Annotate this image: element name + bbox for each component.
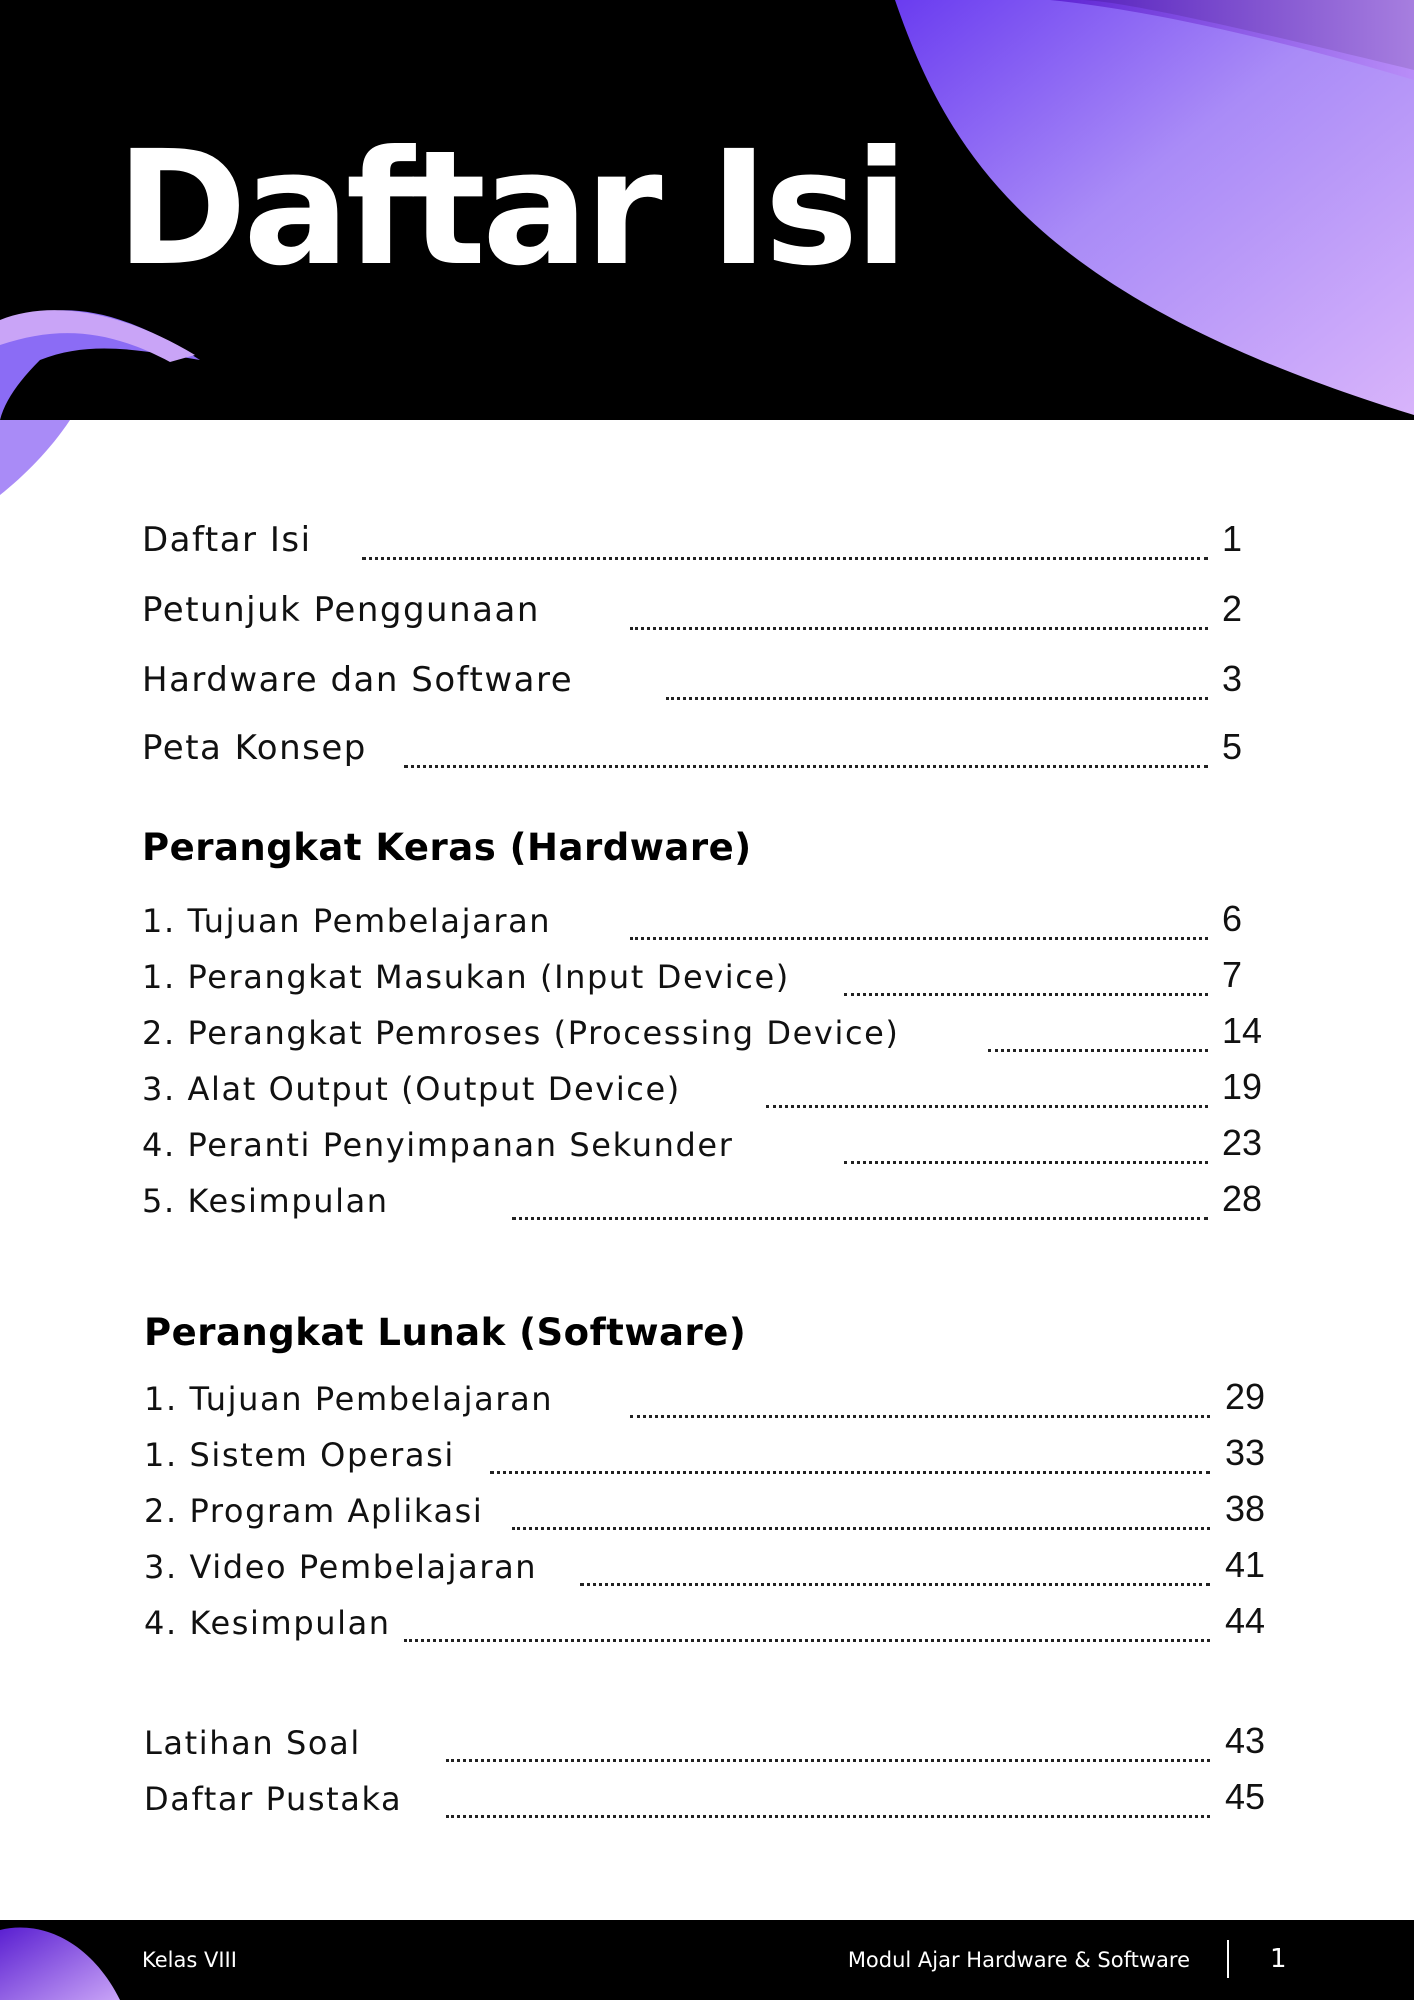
- toc-entry-label: 5. Kesimpulan: [142, 1182, 389, 1220]
- footer-module-title: Modul Ajar Hardware & Software: [847, 1948, 1190, 1972]
- toc-entry[interactable]: [0, 898, 1414, 950]
- dot-leader: [446, 1759, 1210, 1762]
- toc-entry-page: 19: [1222, 1066, 1263, 1107]
- footer-page-number: 1: [1270, 1944, 1287, 1974]
- toc-entry-label: Peta Konsep: [142, 728, 367, 768]
- toc-entry[interactable]: [0, 954, 1414, 1006]
- toc-entry[interactable]: [0, 1010, 1414, 1062]
- toc-entry-label: 2. Program Aplikasi: [144, 1492, 484, 1530]
- toc-entry-label: 3. Video Pembelajaran: [144, 1548, 538, 1586]
- toc-entry[interactable]: [0, 658, 1414, 710]
- dot-leader: [512, 1217, 1208, 1220]
- toc-entry-page: 28: [1222, 1178, 1263, 1219]
- toc-entry-page: 23: [1222, 1122, 1263, 1163]
- toc-entry-page: 43: [1225, 1720, 1266, 1761]
- toc-entry-page: 45: [1225, 1776, 1266, 1817]
- toc-entry-page: 41: [1225, 1544, 1266, 1585]
- dot-leader: [630, 937, 1208, 940]
- toc-entry[interactable]: [0, 1376, 1414, 1428]
- dot-leader: [580, 1583, 1210, 1586]
- dot-leader: [512, 1527, 1210, 1530]
- toc-entry-label: Latihan Soal: [144, 1724, 361, 1762]
- toc-entry[interactable]: [0, 1122, 1414, 1174]
- toc-entry-label: Petunjuk Penggunaan: [142, 590, 540, 630]
- page-title: Daftar Isi: [116, 117, 905, 301]
- dot-leader: [630, 627, 1208, 630]
- toc-entry[interactable]: [0, 1432, 1414, 1484]
- toc-entry-page: 6: [1222, 898, 1243, 939]
- toc-entry[interactable]: [0, 1600, 1414, 1652]
- dot-leader: [404, 765, 1208, 768]
- toc-entry-page: 5: [1222, 726, 1243, 767]
- dot-leader: [844, 993, 1208, 996]
- footer-class-label: Kelas VIII: [142, 1948, 237, 1972]
- toc-entry[interactable]: [0, 1776, 1414, 1828]
- toc-entry-label: 1. Tujuan Pembelajaran: [144, 1380, 554, 1418]
- dot-leader: [666, 697, 1208, 700]
- toc-entry[interactable]: [0, 1544, 1414, 1596]
- toc-entry[interactable]: [0, 1720, 1414, 1772]
- toc-entry[interactable]: [0, 726, 1414, 778]
- purple-swoosh-decoration: [0, 1920, 130, 2000]
- toc-entry[interactable]: [0, 1066, 1414, 1118]
- toc-entry-label: Hardware dan Software: [142, 660, 574, 700]
- toc-entry-label: 1. Perangkat Masukan (Input Device): [142, 958, 790, 996]
- dot-leader: [630, 1415, 1210, 1418]
- toc-entry-label: Daftar Pustaka: [144, 1780, 403, 1818]
- dot-leader: [490, 1471, 1210, 1474]
- toc-entry-label: 4. Kesimpulan: [144, 1604, 391, 1642]
- toc-entry-page: 7: [1222, 954, 1243, 995]
- toc-entry-page: 44: [1225, 1600, 1266, 1641]
- dot-leader: [362, 557, 1208, 560]
- toc-entry-label: 2. Perangkat Pemroses (Processing Device): [142, 1014, 900, 1052]
- toc-entry-label: Daftar Isi: [142, 520, 312, 560]
- toc-entry-page: 29: [1225, 1376, 1266, 1417]
- toc-entry[interactable]: [0, 1488, 1414, 1540]
- toc-entry[interactable]: [0, 1178, 1414, 1230]
- footer-divider: [1227, 1940, 1229, 1978]
- toc-entry[interactable]: [0, 588, 1414, 640]
- dot-leader: [446, 1815, 1210, 1818]
- toc-entry-page: 38: [1225, 1488, 1266, 1529]
- section-heading-hardware: Perangkat Keras (Hardware): [142, 826, 752, 869]
- toc-entry-page: 3: [1222, 658, 1243, 699]
- dot-leader: [844, 1161, 1208, 1164]
- section-heading-software: Perangkat Lunak (Software): [144, 1311, 747, 1354]
- dot-leader: [988, 1049, 1208, 1052]
- toc-entry-label: 4. Peranti Penyimpanan Sekunder: [142, 1126, 734, 1164]
- toc-entry-label: 1. Sistem Operasi: [144, 1436, 455, 1474]
- dot-leader: [404, 1639, 1210, 1642]
- page-footer: [0, 1920, 1414, 2000]
- toc-entry-page: 2: [1222, 588, 1243, 629]
- toc-entry[interactable]: [0, 518, 1414, 570]
- toc-entry-page: 1: [1222, 518, 1243, 559]
- dot-leader: [766, 1105, 1208, 1108]
- toc-entry-page: 14: [1222, 1010, 1263, 1051]
- toc-entry-page: 33: [1225, 1432, 1266, 1473]
- toc-entry-label: 3. Alat Output (Output Device): [142, 1070, 681, 1108]
- toc-entry-label: 1. Tujuan Pembelajaran: [142, 902, 552, 940]
